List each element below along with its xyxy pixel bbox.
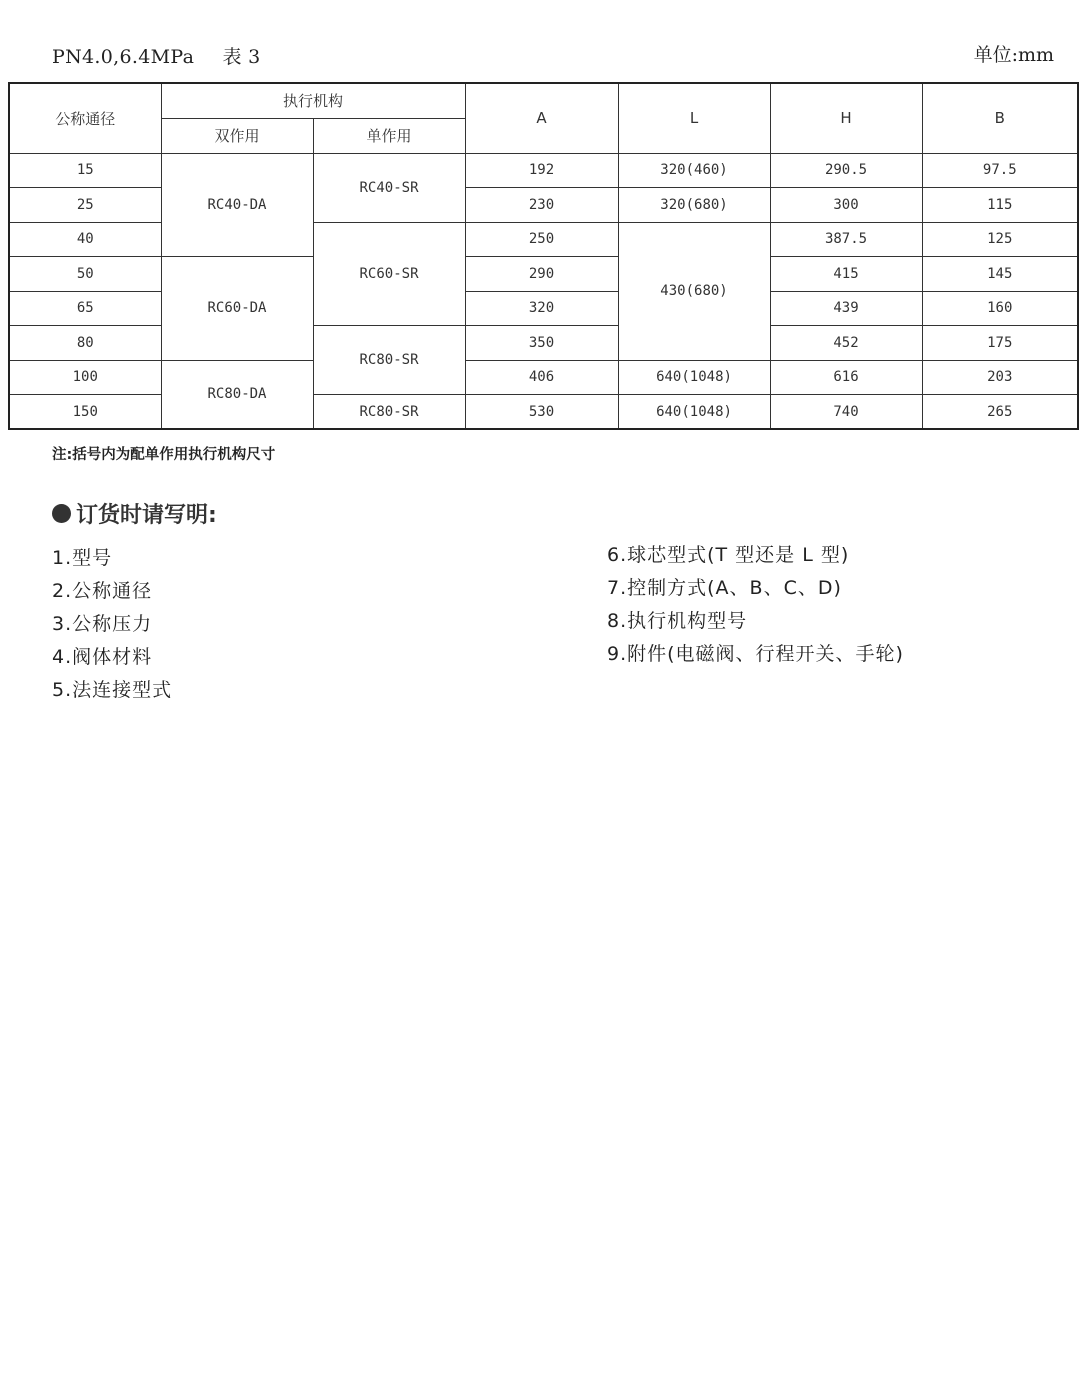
h-cell: 415 xyxy=(770,257,922,292)
double-acting-cell: RC40-DA xyxy=(161,153,313,257)
order-section-title xyxy=(52,498,217,529)
list-item: 2.公称通径 xyxy=(52,580,153,602)
a-cell: 290 xyxy=(465,257,618,292)
list-item: 3.公称压力 xyxy=(52,613,153,635)
b-cell: 175 xyxy=(922,326,1078,361)
a-cell: 406 xyxy=(465,360,618,395)
list-item: 6.球芯型式(T 型还是 L 型) xyxy=(607,544,850,566)
dn-cell: 15 xyxy=(9,153,161,188)
pressure-spec-heading xyxy=(52,42,261,69)
single-acting-cell: RC80-SR xyxy=(313,395,465,430)
b-cell: 115 xyxy=(922,188,1078,223)
dn-cell: 100 xyxy=(9,360,161,395)
dn-cell: 80 xyxy=(9,326,161,361)
header-a: A xyxy=(465,83,618,153)
b-cell: 145 xyxy=(922,257,1078,292)
unit-label: 单位:mm xyxy=(973,44,1054,66)
b-cell: 97.5 xyxy=(922,153,1078,188)
h-cell: 300 xyxy=(770,188,922,223)
table-header-row xyxy=(9,83,1078,118)
header-l: L xyxy=(618,83,770,153)
single-acting-cell: RC60-SR xyxy=(313,222,465,326)
table-row xyxy=(9,153,1078,188)
h-cell: 439 xyxy=(770,291,922,326)
dn-cell: 25 xyxy=(9,188,161,223)
header-h: H xyxy=(770,83,922,153)
b-cell: 203 xyxy=(922,360,1078,395)
double-acting-cell: RC80-DA xyxy=(161,360,313,429)
double-acting-cell: RC60-DA xyxy=(161,257,313,361)
l-cell: 430(680) xyxy=(618,222,770,360)
header-nominal-diameter: 公称通径 xyxy=(9,83,161,153)
list-item: 4.阀体材料 xyxy=(52,646,153,668)
header-b: B xyxy=(922,83,1078,153)
h-cell: 616 xyxy=(770,360,922,395)
table-row xyxy=(9,360,1078,395)
dimension-table xyxy=(8,82,1079,430)
bullet-icon xyxy=(52,504,71,523)
a-cell: 230 xyxy=(465,188,618,223)
header-double-acting: 双作用 xyxy=(161,118,313,153)
h-cell: 452 xyxy=(770,326,922,361)
a-cell: 192 xyxy=(465,153,618,188)
order-items-left xyxy=(52,543,172,708)
table-row xyxy=(9,257,1078,292)
l-cell: 640(1048) xyxy=(618,395,770,430)
list-item: 9.附件(电磁阀、行程开关、手轮) xyxy=(607,643,904,665)
h-cell: 290.5 xyxy=(770,153,922,188)
dn-cell: 50 xyxy=(9,257,161,292)
b-cell: 125 xyxy=(922,222,1078,257)
dn-cell: 40 xyxy=(9,222,161,257)
h-cell: 387.5 xyxy=(770,222,922,257)
a-cell: 250 xyxy=(465,222,618,257)
dn-cell: 150 xyxy=(9,395,161,430)
list-item: 8.执行机构型号 xyxy=(607,610,748,632)
l-cell: 640(1048) xyxy=(618,360,770,395)
b-cell: 160 xyxy=(922,291,1078,326)
order-title-text: 订货时请写明: xyxy=(76,503,217,528)
single-acting-cell: RC40-SR xyxy=(313,153,465,222)
b-cell: 265 xyxy=(922,395,1078,430)
a-cell: 320 xyxy=(465,291,618,326)
l-cell: 320(460) xyxy=(618,153,770,188)
table-note: 注:括号内为配单作用执行机构尺寸 xyxy=(52,447,276,463)
header-actuator: 执行机构 xyxy=(161,83,465,118)
a-cell: 530 xyxy=(465,395,618,430)
dn-cell: 65 xyxy=(9,291,161,326)
list-item: 1.型号 xyxy=(52,547,113,569)
list-item: 5.法连接型式 xyxy=(52,679,173,701)
single-acting-cell: RC80-SR xyxy=(313,326,465,395)
header-single-acting: 单作用 xyxy=(313,118,465,153)
a-cell: 350 xyxy=(465,326,618,361)
l-cell: 320(680) xyxy=(618,188,770,223)
pressure-spec: PN4.0,6.4MPa xyxy=(52,46,195,68)
table-label: 表 3 xyxy=(222,46,261,68)
h-cell: 740 xyxy=(770,395,922,430)
order-items-right xyxy=(607,540,904,672)
list-item: 7.控制方式(A、B、C、D) xyxy=(607,577,842,599)
